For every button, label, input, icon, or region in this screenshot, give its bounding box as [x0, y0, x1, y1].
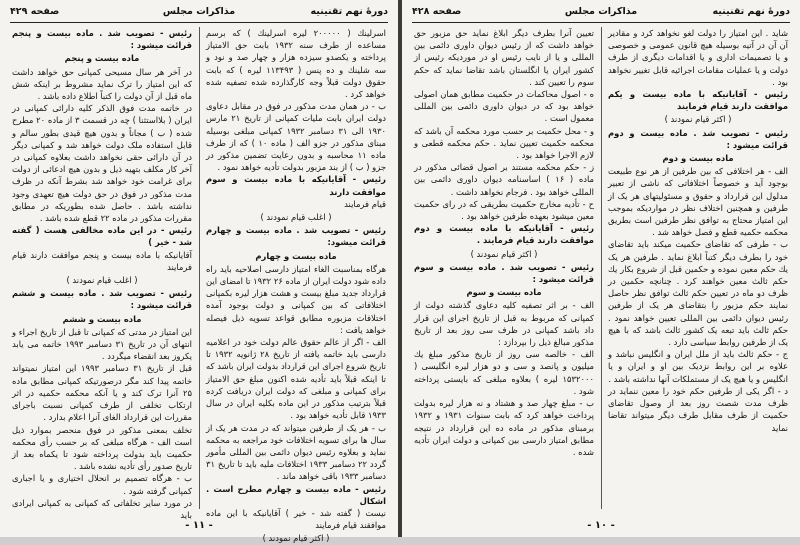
article-heading: ماده بیست و دوم	[662, 153, 734, 164]
paragraph: و - محل حکمیت بر حسب مورد محکمه آن باشد که محکمه حکمیت تعیین نماید . حکم محکمه قطعی و لازم الاجرا خواهد بود .	[414, 125, 594, 161]
paragraph: ب - در همان مدت مذکور در فوق در مقابل دعاوی دولت ایران بابت ملیات کمپانی از تاریخ ۲۱ مارس ۱۹۳۰ الی ۳۱ دسامبر ۱۹۳۲ کمپانی مبلغی بوسیله مبنای مذکور در جزو الف ( ماده ۱۰ ) که از طرف ماده ۱۱ محاسبه و بدون رعایت تضمین مذکور در جزو ( ب ) از بند مزبور بدولت تأدیه خواهد نمود .	[206, 101, 387, 173]
paragraph: قبل از تاریخ ۳۱ دسامبر ۱۹۹۳ این امتیاز نمیتواند خاتمه پیدا کند مگر درصورتیکه کمپانی مطابق ماده ۲۵ آنرا ترک کند و یا آنکه محکمه حکمیه در اثر ارتکاب تخلفی از طرف کمپانی نسبت باجرای مقررات این قرارداد الغای آنرا اعلام بدارد .	[12, 363, 192, 423]
page-header	[412, 6, 790, 20]
paragraph: ه - اصول محاکمات در حکمیت مطابق همان اصولی خواهد بود که در دیوان داوری دائمی بین المللی معمول است .	[414, 89, 594, 124]
vote-result: ( اکثر قیام نمودند )	[470, 248, 538, 259]
header-rule	[412, 22, 790, 23]
text-column-right	[206, 27, 387, 544]
paragraph: ب - هرگاه تصمیم بر انحلال اختیاری و یا اجباری کمپانی گرفته شود .	[12, 473, 192, 496]
volume-label: دورهٔ نهم تقنینیه	[712, 6, 790, 17]
left-page	[0, 0, 398, 544]
article-heading: ماده بیست و چهارم	[255, 250, 337, 261]
paragraph: ح - تأدیه مخارج حکمیت بطریقی که در رای حکمیت معین میشود بعهده طرفین خواهد بود .	[414, 198, 594, 222]
page-number-label: صفحه ۴۲۸	[412, 6, 462, 17]
speaker-line: رئیس - آقایانیکه با ماده بیست و سوم موافقت دارند	[206, 174, 386, 197]
article-heading: ماده بیست و سوم	[466, 287, 542, 298]
paragraph: در مورد سایر تخلفاتی که کمپانی به کمپانی ایرادی باید	[12, 497, 192, 520]
paragraph: الف - اگر از عالم حقوق عالم دولت خود در اعلامیه دارسی باید خاتمه یافته از تاریخ ۲۸ ژانویه ۱۹۳۲ تا تاریخ شروع اجرای این قرارداد بدولت ایران باشد که تا اینکه قبلاً باید تأدیه شده اکنون مبلغ حق الامتیاز برای کمپانی و مبلغی که دولت ایران دریافت کرده قبلاً بترتیب مذکور در این ماده بکلیه ایران در سال ۱۹۳۳ قابل تأدیه خواهد بود .	[206, 337, 386, 421]
paragraph: تخلف بمعنی مذکور در فوق منحصر بموارد ذیل است الف - هرگاه مبلغی که بر حسب رأی محکمه حکمیت باید بدولت پرداخته شود تا یکماه بعد از تاریخ صدور رأی تأدیه نشده باشد .	[12, 424, 192, 472]
speaker-line: رئیس - ماده بیست و چهارم مطرح است . اشکال	[206, 483, 386, 506]
page-folio: - ۱۰ -	[587, 520, 615, 531]
paragraph: الف - بر اثر تصفیه کلیه دعاوی گذشته دولت از کمپانی که مربوط به قبل از تاریخ اجرای این قرار داد باشد کمپانی در ظرف سی روز بعد از تاریخ مذکور مبالغ ذیل را بپردازد :	[414, 300, 594, 348]
paragraph: شاید . این امتیاز را دولت لغو نخواهد کرد و مقادیر آن آن در آتیه بوسیله هیچ قانون عمومی و خصوصی و یا تصمیمات اداری و یا اقدامات دیگری از طرف دولت و یا عملیات مقامات اجرائیه قابل تغییر نخواهد بود .	[608, 28, 788, 87]
header-rule	[10, 22, 388, 23]
right-page	[402, 0, 800, 537]
column-divider	[601, 27, 602, 509]
text-column-left	[12, 27, 193, 520]
speaker-line: رئیس - در این ماده مخالفی هست ( گفته شد - خیر )	[12, 225, 192, 248]
article-heading: ماده بیست و پنجم	[64, 53, 140, 64]
page-folio: - ۱۱ -	[185, 520, 213, 531]
text-column-right	[608, 27, 788, 509]
paragraph: هرگاه بمناسبت الغاء امتیاز دارسی اصلاحیه باید راه داده شود دولت ایران از ماده ۲۶ ۱۹۳۲ تا امضای این قرارداد جدید مبلغ بیست و هشت هزار لیره بکمپانی اختلافاتی که بین کمپانی و دولت بوجود آمده اختلافات مزبوره مطابق قواعد تسویه ذیل فیصله خواهد یافت :	[206, 263, 386, 335]
paragraph: این امتیاز در مدتی که کمپانی تا قبل از تاریخ اجراء و انتهای آن در تاریخ ۳۱ دسامبر ۱۹۹۳ خاتمه می یابد یکروز بعد انقضاء میگردد .	[12, 326, 192, 362]
text-column-left	[414, 27, 594, 509]
paragraph: آقایانیکه با ماده بیست و پنجم موافقت دارند قیام فرمایند	[12, 249, 192, 272]
speaker-line: رئیس - آقایانیکه با ماده بیست و یکم موافقت دارند قیام فرمایند	[608, 89, 788, 112]
vote-result: ( اغلب قیام نمودند )	[260, 212, 332, 223]
paragraph: ب - هر یک از طرفین میتواند که در مدت هر یک از سال ها برای تسویه اختلافات خود مراجعه به محکمه نماید و بعلاوه رئیس دیوان دائمی بین المللی مأمور گردد ۲۲ دسامبر ۱۹۳۳ اختلافات ملیه باید تا تاریخ ۳۱ دسامبر ۱۹۳۳ باقی خواهد ماند .	[206, 422, 386, 482]
column-divider	[199, 27, 200, 509]
paragraph: ج - حکم ثالث باید از ملل ایران و انگلیس نباشد و علاوه بر این روابط نزدیک بین او و ایران و یا انگلیس و یا هیچ یک از مستملکات آنها نداشته باشد .	[608, 349, 788, 384]
paragraph: نیست ( گفته شد - خیر ) آقایانیکه با این ماده موافقند قیام فرمایند	[206, 507, 386, 531]
speaker-line: رئیس - تصویب شد . ماده بیست و ششم قرائت میشود :	[12, 288, 192, 311]
page-number-label: صفحه ۴۲۹	[10, 6, 60, 17]
paragraph: در خاتمه مدت فوق الذکر کلیه دارائی کمپانی در ایران ( بلااستثنا ) چه در قسمت ۳ از ماده ۲۰ مطرح شده ( ب ) مجاناً و بدون هیچ قیدی بطور سالم و قابل استفاده ملک دولت خواهد شد و کمپانی دیگر در آن دارائی حقی نخواهد داشت بعلاوه کمپانی در آخر کار مکلف بتهیه ذیل و بدون هیچ ادعائی از دولت برای غرامت خود خواهد شد بشرط آنکه در ظرف مدت مذکور در فوق در حق دولت هیچ تعهدی وجود نداشته باشد . حاصل شده بطوریکه در مطابق مقررات مذکور در ماده ۲۲ قطع شده باشد .	[12, 103, 193, 224]
vote-result: ( اکثر قیام نمودند )	[664, 114, 732, 125]
vote-result: ( اغلب قیام نمودند )	[66, 275, 138, 286]
paragraph: ب - طرفی که تقاضای حکمیت میکند باید تقاضای خود را بطرف دیگر کتباً ابلاغ نماید . طرفین هر یک یك حکم معین نموده و حکمین قبل از شروع بکار یك حکم ثالث معین خواهند کرد . چنانچه حکمین در ظرف دو ماه در تعیین حکم ثالث توافق نظر حاصل نمایند حکم مزبور را بتقاضای هر یک از طرفین رئیس دیوان دائمی بین المللی تعیین خواهد نمود . حکم ثالث باید تبعه یک کشور ثالث باشد که با هیچ یک از طرفین روابط سیاسی دارد .	[608, 239, 788, 348]
speaker-line: رئیس - تصویب شد . ماده بیست و سوم قرائت میشود :	[414, 261, 594, 285]
speaker-line: رئیس - تصویب شد . ماده بیست و چهارم قرائت میشود:	[206, 225, 386, 248]
paragraph: د - اگر یکی از طرفین حکم خود را معین ننماید در ظرف مدت شصت روز بعد از وصول تقاضای حکمیت از طرف مقابل طرف دیگر میتواند تقاضا نماید	[608, 385, 788, 433]
paragraph: ب - مبلغ چهار صد و هشتاد و نه هزار لیره بدولت پرداخت خواهد کرد که بابت سنوات ۱۹۳۱ و ۱۹۳۲ برمبنای مذکور در ماده ده این قرارداد در نتیجه مطابق امتیاز دارسی بین کمپانی و دولت ایران تأدیه شده .	[414, 398, 594, 457]
article-heading: ماده بیست و ششم	[62, 313, 142, 324]
paragraph: الف - خالصه سی روز از تاریخ مذکور مبلغ یك میلیون و پانصد و سی و دو هزار لیره انگلیسی ( ۱۵۳۲۰۰۰ لیره ) بعلاوه مبلغی که بایستی پرداخته شود .	[414, 349, 594, 396]
page-header	[10, 6, 388, 20]
paragraph: در آخر هر سال مسیحی کمپانی حق خواهد داشت که این امتیاز را ترک نماید مشروط بر اینکه شش ماه قبل از آن دولت را کتباً اطلاع داده باشد .	[12, 66, 192, 102]
vote-result: ( اکثر قیام نمودند )	[262, 533, 330, 544]
speaker-line: رئیس - تصویب شد . ماده بیست و دوم قرائت میشود :	[608, 127, 788, 150]
paragraph: ز - حکم محکمه مستند بر اصول قضائی مذکور در ماده ( ۱۶ ) اساسنامه دیوان داوری دائمی بین المللی خواهد بود . فرجام نخواهد داشت .	[414, 162, 595, 197]
speaker-line: رئیس - تصویب شد . ماده بیست و پنجم قرائت میشود :	[12, 28, 192, 51]
journal-title: مذاکرات مجلس	[162, 6, 236, 17]
paragraph: تعیین آنرا بطرف دیگر ابلاغ نماید حق مزبور حق خواهد داشت که از رئیس دیوان داوری دائمی بین المللی و یا از نایب رئیس او در موردیکه رئیس از کشور ایران یا انگلستان باشد تقاضا نماید که حکم سوم را تعیین کند .	[414, 28, 594, 87]
paragraph: الف - هر اختلافی که بین طرفین از هر نوع طبیعت بوجود آید و خصوصاً اختلافاتی که ناشی از تعبیر مدلول این قرارداد و حقوق و مسئولیتهای هر یک از طرفین و همچنین اختلاف نظر در مواردیکه بموجب این امتیاز محتاج به توافق نظر طرفین است بطریق محکمه حکمیه قطع و فصل خواهد شد .	[608, 166, 788, 238]
journal-title: مذاکرات مجلس	[564, 6, 638, 17]
paragraph: قیام فرمایند	[344, 198, 386, 209]
volume-label: دورهٔ نهم تقنینیه	[310, 6, 388, 17]
speaker-line: رئیس - آقایانیکه با ماده بیست و دوم موافقت دارند قیام فرمایند .	[414, 223, 594, 246]
paragraph: اسرلینك ( ۲۰۰۰۰۰ لیره اسرلینك ) که برسم مساعده از طرف سنه ۱۹۳۲ بابت حق الامتیاز پرداخته و یکصدو سیزده هزار و چهار صد و نود و سه شلینك و ده پنس ( ۱۱۳۴۹۳ لیره ) که بابت حقوق دولت قبلاً وجه کارگذارده شده تصفیه شده خواهد کرد .	[206, 28, 386, 100]
